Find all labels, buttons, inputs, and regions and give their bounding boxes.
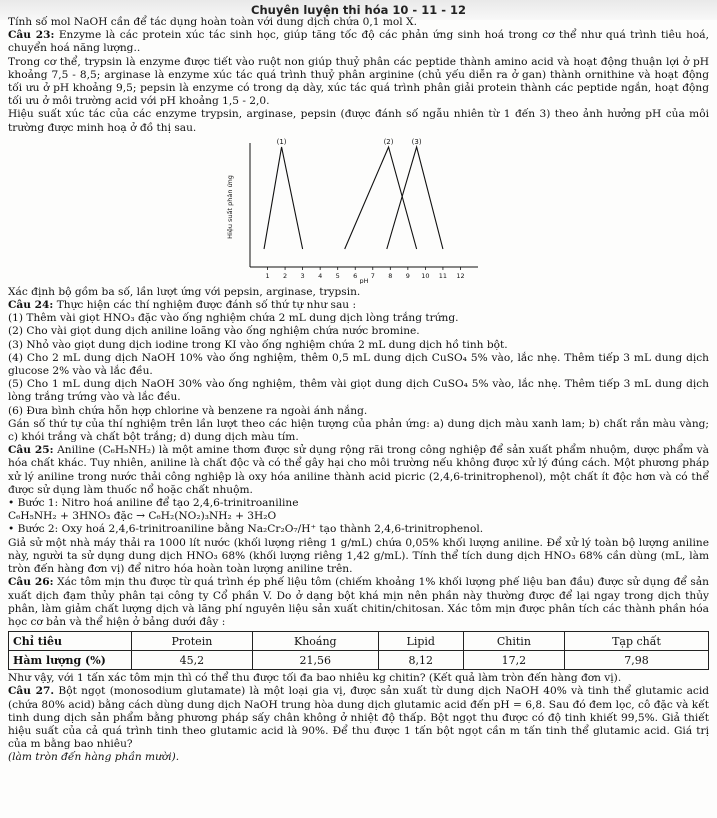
question-23-body: Trong cơ thể, trypsin là enzyme được tiết vào ruột non giúp thuỷ phân các peptide thành amino acid và hoạt động thuận lợi ở pH khoảng 7,5 - 8,5; arginase là enzyme xúc tác quá trình thuỷ phân arginine (chủ yếu diễn ra ở gan) thành ornithine và hoạt động tối ưu ở pH khoảng 9,5; pepsin là enzyme có trong dạ dày, xúc tác quá trình phân giải protein thành các peptide ngắn, hoạt động tối ưu ở môi trường acid với pH khoảng 1,5 - 2,0.: [8, 55, 709, 108]
question-24-intro: Thực hiện các thí nghiệm được đánh số thứ tự như sau :: [56, 299, 357, 312]
series-label-3: (3): [411, 137, 422, 146]
question-24-step-2: (2) Cho vài giọt dung dịch aniline loãng vào ống nghiệm chứa nước bromine.: [8, 325, 420, 338]
question-25-intro: Aniline (C₆H₅NH₂) là một amine thơm được sử dụng rộng rãi trong công nghiệp để sản xuất phẩm nhuộm, dược phẩm và hóa chất khác. Tuy nhiên, aniline là chất độc và có thể gây hại cho môi trường nếu không được xử lý đúng cách. Một phương pháp xử lý aniline trong nước thải công nghiệp là oxy hóa aniline thành acid picric (2,4,6-trinitrophenol), một chất ít độc hơn và có thể được sử dụng làm thuốc nổ hoặc chất nhuộm.: [8, 444, 709, 496]
table-header-cell: Chitin: [463, 632, 564, 651]
question-25-question: Giả sử một nhà máy thải ra 1000 lít nước (khối lượng riêng 1 g/mL) chứa 0,05% khối lượng aniline. Để xử lý toàn bộ lượng aniline này, người ta sử dụng dung dịch HNO₃ 68% (khối lượng riêng 1,42 g/mL). Tính thể tích dung dịch HNO₃ 68% cần dùng (mL, làm tròn đến hàng đơn vị) để nitro hóa hoàn toàn lượng aniline trên.: [8, 536, 709, 576]
composition-table: [8, 631, 709, 670]
question-23: [8, 29, 709, 55]
question-27-label: Câu 27.: [8, 685, 55, 698]
x-tick-label: 1: [265, 271, 270, 280]
question-24-step-6: (6) Đưa bình chứa hỗn hợp chlorine và benzene ra ngoài ánh nắng.: [8, 404, 368, 417]
page-header: Chuyên luyện thi hóa 10 - 11 - 12: [0, 0, 717, 20]
question-26-question: Như vậy, với 1 tấn xác tôm mịn thì có thể thu được tối đa bao nhiêu kg chitin? (Kết quả làm tròn đến hàng đơn vị).: [8, 672, 622, 685]
question-25-step-2: • Bước 2: Oxy hoá 2,4,6-trinitroaniline bằng Na₂Cr₂O₇/H⁺ tạo thành 2,4,6-trinitrophenol.: [8, 523, 484, 536]
question-26: [8, 576, 709, 629]
ph-chart: [222, 137, 502, 284]
series-line-2: [345, 147, 417, 249]
table-cell: 8,12: [378, 651, 463, 670]
question-23-label: Câu 23:: [8, 29, 55, 42]
x-tick-label: 5: [335, 271, 340, 280]
table-cell: 17,2: [463, 651, 564, 670]
table-header-row: [9, 632, 709, 651]
question-24-step-4: (4) Cho 2 mL dung dịch NaOH 10% vào ống nghiệm, thêm 0,5 mL dung dịch CuSO₄ 5% vào, lắc nhẹ. Thêm tiếp 3 mL dung dịch glucose 2% vào và lắc đều.: [8, 351, 709, 378]
table-header-cell: Chỉ tiêu: [9, 632, 132, 651]
x-tick-label: 2: [283, 271, 288, 280]
chart-container: [8, 137, 709, 284]
x-tick-label: 7: [370, 271, 375, 280]
x-tick-label: 12: [456, 271, 465, 280]
table-header-cell: Protein: [132, 632, 253, 651]
table-row: [9, 651, 709, 670]
series-line-1: [264, 147, 303, 249]
table-row-label: Hàm lượng (%): [9, 651, 132, 670]
question-24-step-1: (1) Thêm vài giọt HNO₃ đặc vào ống nghiệm chứa 2 mL dung dịch lòng trắng trứng.: [8, 312, 459, 325]
series-line-3: [387, 147, 443, 249]
x-tick-label: 11: [438, 271, 448, 280]
question-25-label: Câu 25:: [8, 444, 54, 457]
question-23-graph-intro: Hiệu suất xúc tác của các enzyme trypsin, arginase, pepsin (được đánh số ngẫu nhiên từ 1 đến 3) theo ảnh hưởng pH của môi trường được minh hoạ ở đồ thị sau.: [8, 108, 709, 134]
question-27: [8, 685, 709, 751]
x-tick-label: 10: [421, 271, 430, 280]
table-header-cell: Khoáng: [252, 632, 378, 651]
x-axis-label: pH: [359, 276, 369, 284]
x-tick-label: 6: [353, 271, 358, 280]
question-24-question: Gán số thứ tự của thí nghiệm trên lần lượt theo các hiện tượng của phản ứng: a) dung dịch màu xanh lam; b) chất rắn màu vàng; c) khói trắng và chất bột trắng; d) dung dịch màu tím.: [8, 417, 709, 444]
x-tick-label: 3: [300, 271, 305, 280]
text-line-top: Tính số mol NaOH cần để tác dụng hoàn toàn với dung dịch chứa 0,1 mol X.: [8, 16, 417, 28]
series-label-1: (1): [276, 137, 287, 146]
question-24-label: Câu 24:: [8, 299, 54, 312]
table-header-cell: Lipid: [378, 632, 463, 651]
x-tick-label: 8: [388, 271, 393, 280]
question-27-note: (làm tròn đến hàng phần mười).: [8, 751, 180, 764]
document-content: [8, 16, 709, 765]
question-25-step-1: • Bước 1: Nitro hoá aniline để tạo 2,4,6-trinitroaniline: [8, 497, 299, 510]
table-header-cell: Tạp chất: [565, 632, 709, 651]
y-axis-label: Hiệu suất phản ứng: [226, 174, 234, 239]
question-25-equation-1: C₆H₅NH₂ + 3HNO₃ đặc → C₆H₂(NO₂)₃NH₂ + 3H₂O: [8, 510, 277, 523]
x-tick-label: 4: [318, 271, 323, 280]
table-cell: 45,2: [132, 651, 253, 670]
question-26-intro: Xác tôm mịn thu được từ quá trình ép phế liệu tôm (chiếm khoảng 1% khối lượng phế liệu ban đầu) được sử dụng để sản xuất dịch đạm thủy phân tại công ty Cổ phần V. Do ở dạng bột khá mịn nên phần này thường được để lại ngay trong dịch thủy phân, làm giảm chất lượng dịch và lãng phí nguyên liệu sản xuất chitin/chitosan. Xác tôm mịn được phân tích các thành phần hóa học cơ bản và thể hiện ở bảng dưới đây :: [8, 576, 709, 628]
question-27-intro: Bột ngọt (monosodium glutamate) là một loại gia vị, được sản xuất từ dung dịch NaOH 40% và tinh thể glutamic acid (chứa 80% acid) bằng cách dùng dung dịch NaOH trung hòa dung dịch glutamic acid đến pH = 6,8. Sau đó đem lọc, cô đặc và kết tinh dung dịch sản phẩm bằng phương pháp sấy chân không ở nhiệt độ thấp. Bột ngọt thu được có độ tinh khiết 99,5%. Giả thiết hiệu suất của cả quá trình tinh theo glutamic acid là 90%. Để thu được 1 tấn bột ngọt cần m tấn tinh thể glutamic acid. Giá trị của m bằng bao nhiêu?: [8, 685, 709, 751]
series-label-2: (2): [383, 137, 394, 146]
question-24-step-3: (3) Nhỏ vào giọt dung dịch iodine trong KI vào ống nghiệm chứa 2 mL dung dịch hồ tinh bột.: [8, 338, 508, 351]
table-cell: 7,98: [565, 651, 709, 670]
question-23-question: Xác định bộ gồm ba số, lần lượt ứng với pepsin, arginase, trypsin.: [8, 285, 361, 298]
question-26-label: Câu 26:: [8, 576, 54, 589]
question-24-step-5: (5) Cho 1 mL dung dịch NaOH 30% vào ống nghiệm, thêm vài giọt dung dịch CuSO₄ 5% vào, lắc nhẹ. Thêm tiếp 3 mL dung dịch lòng trắng trứng vào và lắc đều.: [8, 378, 709, 404]
question-25: [8, 444, 709, 497]
question-23-intro: Enzyme là các protein xúc tác sinh học, giúp tăng tốc độ các phản ứng sinh hoá trong cơ thể như quá trình tiêu hoá, chuyển hoá năng lượng..: [8, 29, 709, 55]
question-24: [8, 299, 709, 312]
table-cell: 21,56: [252, 651, 378, 670]
x-tick-label: 9: [405, 271, 410, 280]
